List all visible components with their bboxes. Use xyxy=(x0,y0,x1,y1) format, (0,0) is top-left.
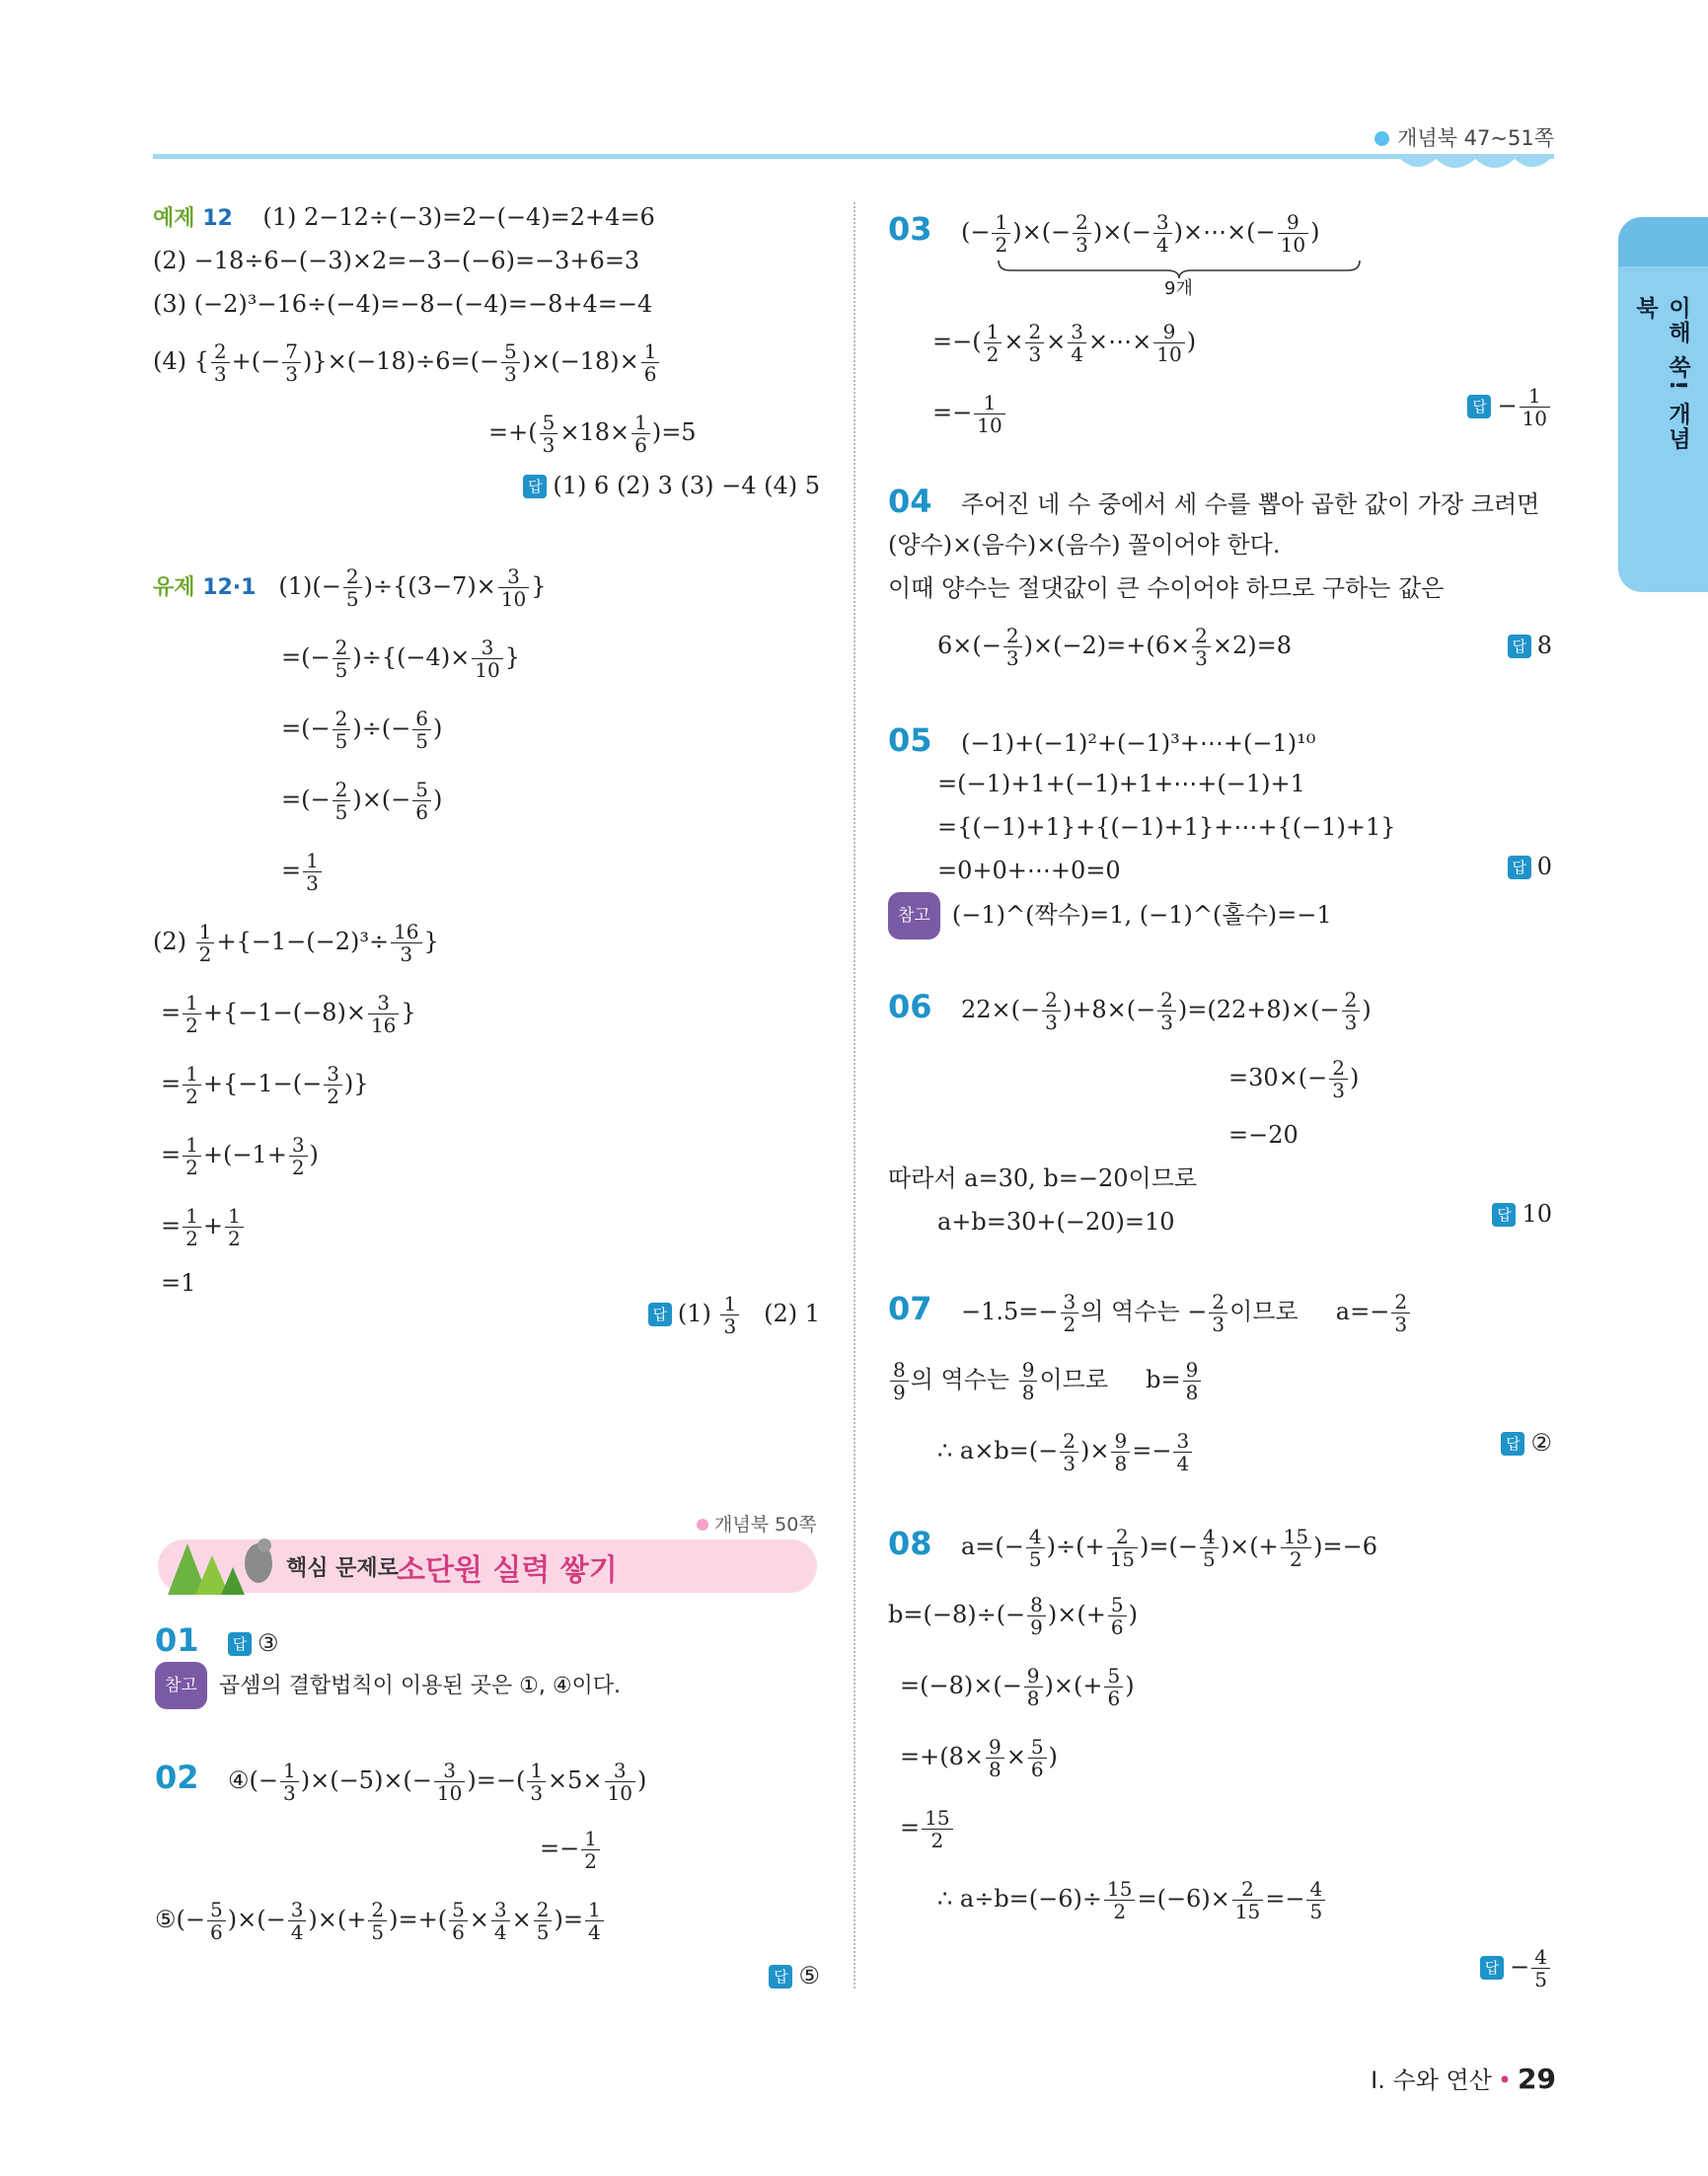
practice-label: 유제 12·1 xyxy=(153,575,257,600)
problem-06: 06 22×(− $\frac{2}{3}$ )+8×(− $\frac{2}{3}$ )=(22+8)×(− $\frac{2}{3}$ ) =30×(− $\frac{2}{3}$ ) =−20 따라서 a=30, b=−20이므로 a+b=30+(−20)=10 xyxy=(888,988,1372,1236)
problem-07: 07 −1.5=− $\frac{3}{2}$ 의 역수는 − $\frac{2}{3}$ 이므로 a=− $\frac{2}{3}$ $\frac{8}{9}$ 의 역수는 $\frac{9}{8}$ 이므로 b= $\frac{9}{8}$ ∴ a×b=(− $\frac{2}{3}$ )× $\frac{9}{8}$ =− $\frac{3}{4}$ xyxy=(888,1273,1412,1486)
answer-mark-icon: 답 xyxy=(1480,1956,1504,1980)
bullet-icon: • xyxy=(1497,2066,1513,2094)
example-12-answer: 답 (1) 6 (2) 3 (3) −4 (4) 5 xyxy=(523,472,820,499)
side-tab-fold xyxy=(1618,217,1708,266)
example-line-2: (2) −18÷6−(−3)×2=−3−(−6)=−3+6=3 xyxy=(153,247,640,274)
bullet-dot-icon xyxy=(697,1519,708,1531)
note-badge: 참고 xyxy=(888,892,940,939)
answer-mark-icon: 답 xyxy=(228,1632,252,1656)
page-footer xyxy=(1371,2061,1556,2095)
problem-02: 02 ④(− $\frac{1}{3}$ )×(−5)×(− $\frac{3}{10}$ )=−( $\frac{1}{3}$ ×5× $\frac{3}{10}$ ) =− $\frac{1}{2}$ ⑤(− $\frac{5}{6}$ )×(− $\frac{3}{4}$ )×(+ $\frac{2}{5}$ )=+( $\frac{5}{6}$ × $\frac{3}{4}$ × $\frac{2}{5}$ )= $\frac{1}{4}$ xyxy=(155,1759,647,1944)
factor-count: 9개 xyxy=(1164,278,1193,299)
bullet-dot-icon xyxy=(1374,131,1389,146)
answer-mark-icon: 답 xyxy=(1492,1203,1516,1227)
answer-mark-icon: 답 xyxy=(1508,856,1531,879)
answer-mark-icon: 답 xyxy=(1501,1432,1524,1456)
practice-12-1-answer: 답 (1) $\frac{1}{3}$ (2) 1 xyxy=(648,1293,820,1337)
problem-05: 05 (−1)+(−1)²+(−1)³+⋯+(−1)¹⁰ =(−1)+1+(−1)+1+⋯+(−1)+1 ={(−1)+1}+{(−1)+1}+⋯+{(−1)+1} =0+0+⋯+0=0 참고 (−1)^(짝수)=1, (−1)^(홀수)=−1 xyxy=(888,718,1396,936)
problem-06-answer: 답 10 xyxy=(1492,1200,1552,1228)
problem-03: 03 (− $\frac{1}{2}$ )×(− $\frac{2}{3}$ )×(− $\frac{3}{4}$ )×⋯×(− $\frac{9}{10}$ ) xyxy=(888,210,1320,257)
tree-bird-icon xyxy=(158,1528,281,1597)
side-tab-label: 이해 쑥! 개념북 xyxy=(1632,296,1690,452)
note-text: 곱셈의 결합법칙이 이용된 곳은 ①, ④이다. xyxy=(218,1674,622,1698)
header-page-reference xyxy=(1374,122,1554,152)
answer-mark-icon: 답 xyxy=(523,475,547,498)
problem-04: 04 주어진 네 수 중에서 세 수를 뽑아 곱한 값이 가장 크려면 (양수)×(음수)×(음수) 꼴이어야 한다. 이때 양수는 절댓값이 큰 수이어야 하므로 구하는 값은 6×(− $\frac{2}{3}$ )×(−2)=+(6× $\frac{2}{3}$ ×2)=8 xyxy=(888,483,1540,670)
page-number: 29 xyxy=(1518,2063,1556,2095)
problem-08-answer: 답 − $\frac{4}{5}$ xyxy=(1480,1946,1552,1990)
problem-04-answer: 답 8 xyxy=(1508,632,1552,659)
banner-subtitle: 핵심 문제로 xyxy=(286,1556,399,1581)
problem-03-steps: =−( $\frac{1}{2}$ × $\frac{2}{3}$ × $\frac{3}{4}$ ×⋯× $\frac{9}{10}$ ) =− $\frac{1}{10}$ xyxy=(932,320,1197,437)
example-line-3: (3) (−2)³−16÷(−4)=−8−(−4)=−8+4=−4 xyxy=(153,290,653,318)
problem-01: 01 답 ③ 참고 곱셈의 결합법칙이 이용된 곳은 ①, ④이다. xyxy=(155,1618,621,1705)
problem-02-answer: 답 ⑤ xyxy=(769,1962,820,1989)
example-line-4: (4) { $\frac{2}{3}$ +(− $\frac{7}{3}$ )}×(−18)÷6=(− $\frac{5}{3}$ )×(−18)× $\frac{1}{6}$ xyxy=(153,326,697,397)
section-page-reference: 개념북 50쪽 xyxy=(697,1510,817,1537)
example-12 xyxy=(153,195,697,468)
answer-mark-icon: 답 xyxy=(1467,395,1491,418)
header-rule xyxy=(153,154,1554,159)
banner-title: 소단원 실력 쌓기 xyxy=(397,1553,618,1588)
example-line-1: (1) 2−12÷(−3)=2−(−4)=2+4=6 xyxy=(262,203,655,231)
answer-mark-icon: 답 xyxy=(1508,635,1531,658)
unit-title: Ⅰ. 수와 연산 xyxy=(1371,2066,1492,2094)
problem-05-answer: 답 0 xyxy=(1508,853,1552,880)
problem-08: 08 a=(− $\frac{4}{5}$ )÷(+ $\frac{2}{15}$ )=(− $\frac{4}{5}$ )×(+ $\frac{15}{2}$ )=−6 b=(−8)÷(− $\frac{8}{9}$ )×(+ $\frac{5}{6}$ ) =(−8)×(− $\frac{9}{8}$ )×(+ $\frac{5}{6}$ ) =+(8× $\frac{9}{8}$ × $\frac{5}{6}$ ) = $\frac{15}{2}$ ∴ a÷b=(−6)÷ $\frac{15}{2}$ =(−6)× $\frac{2}{15}$ =− $\frac{4}{5}$ xyxy=(888,1525,1377,1923)
practice-12-1: 유제 12·1 (1)(− $\frac{2}{5}$ )÷{(3−7)× $\frac{3}{10}$ } =(− $\frac{2}{5}$ )÷{(−4)× $\frac{3}{10}$ } =(− $\frac{2}{5}$ )÷(− $\frac{6}{5}$ ) =(− $\frac{2}{5}$ )×(− $\frac{5}{6}$ ) = $\frac{1}{3}$ (2) $\frac{1}{2}$ +{−1−(−2)³÷ $\frac{16}{3}$ } = $\frac{1}{2}$ +{−1−(−8)× $\frac{3}{16}$ } = $\frac{1}{2}$ +{−1−(− $\frac{3}{2}$ )} = $\frac{1}{2}$ +(−1+ $\frac{3}{2}$ ) = $\frac{1}{2}$ + $\frac{1}{2}$ =1 xyxy=(153,564,547,1297)
column-divider xyxy=(854,202,855,1988)
answer-mark-icon: 답 xyxy=(648,1303,672,1326)
header-ref-text: 개념북 47~51쪽 xyxy=(1397,126,1554,150)
problem-07-answer: 답 ② xyxy=(1501,1429,1552,1457)
wave-decoration-icon xyxy=(1396,155,1554,177)
note-badge: 참고 xyxy=(155,1662,207,1709)
example-label: 예제 12 xyxy=(153,206,233,231)
problem-03-answer: 답 − $\frac{1}{10}$ xyxy=(1467,385,1552,429)
example-line-5: =+( $\frac{5}{3}$ ×18× $\frac{1}{6}$ )=5 xyxy=(488,411,697,457)
answer-mark-icon: 답 xyxy=(769,1965,792,1988)
